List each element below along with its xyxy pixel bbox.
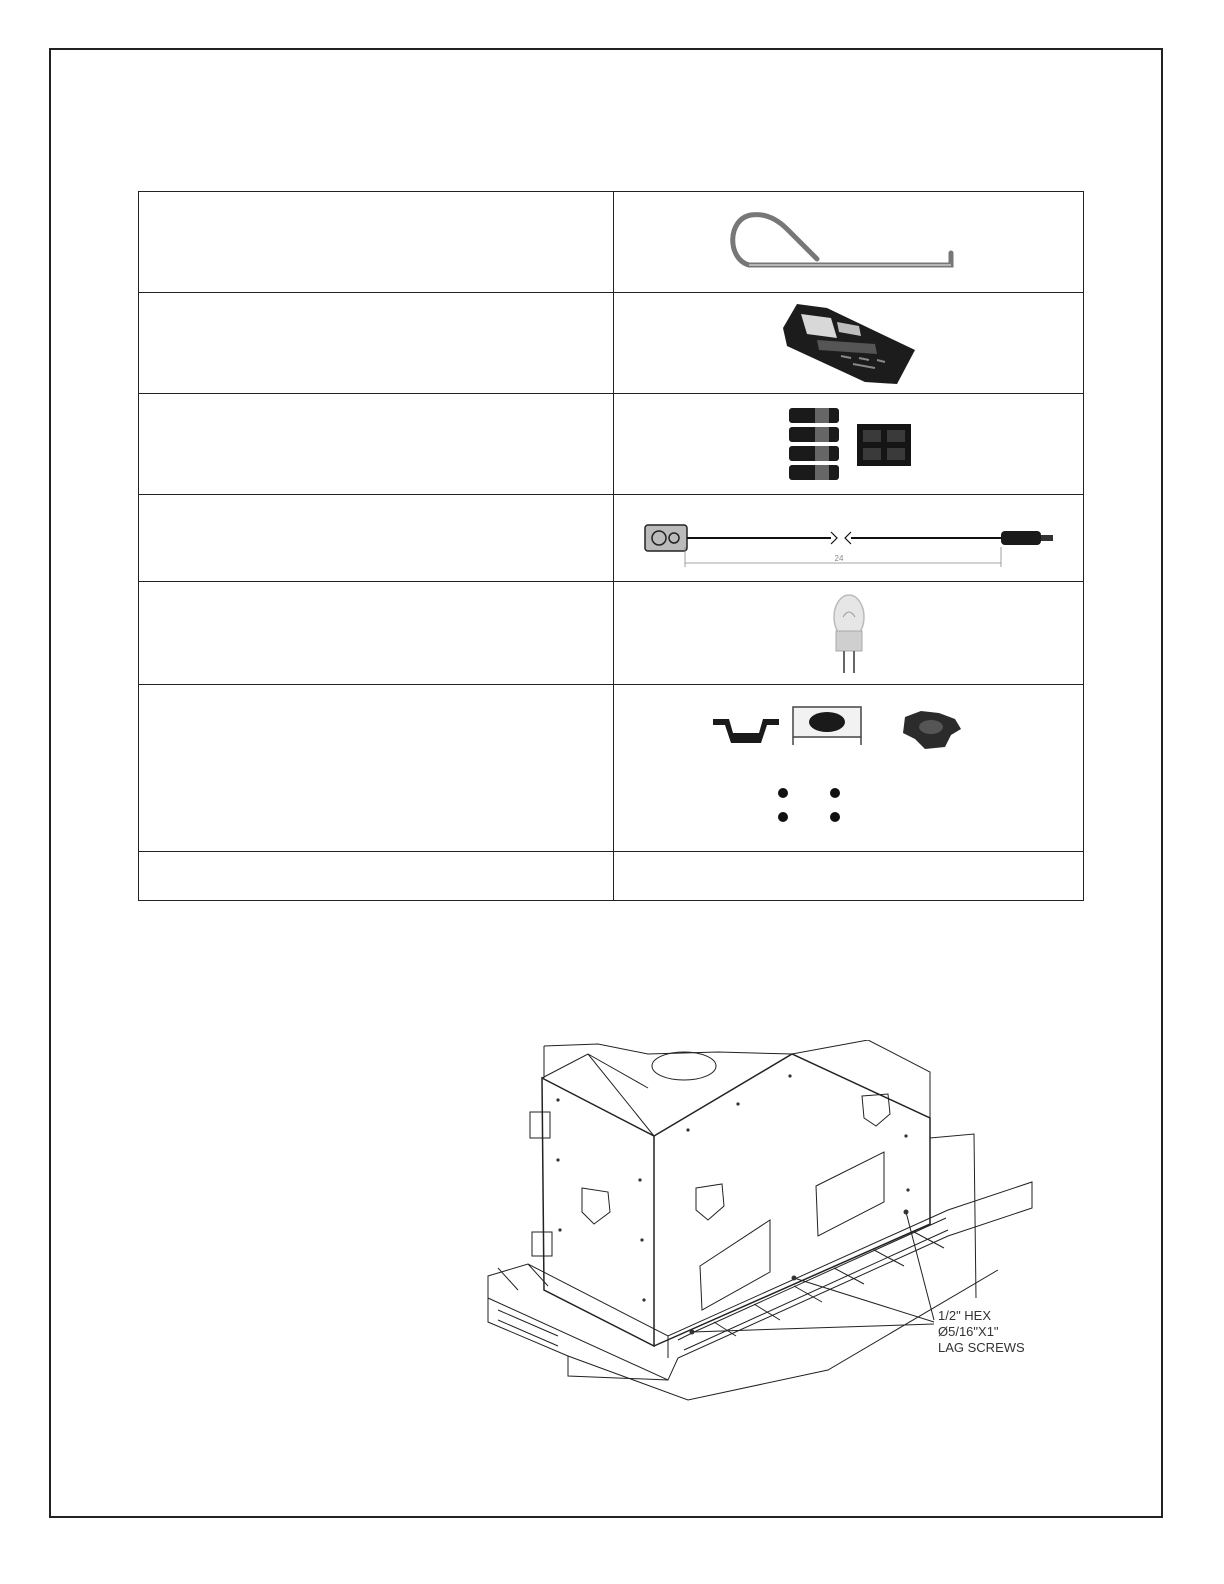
pallet-mounting-diagram <box>478 1040 1038 1402</box>
table-row <box>139 852 1084 901</box>
cable-image <box>639 505 1059 571</box>
part-description-cell <box>139 293 614 394</box>
part-image-cell <box>614 192 1084 293</box>
part-image-cell <box>614 394 1084 495</box>
battery-holder-icon <box>857 424 911 466</box>
table-row <box>139 394 1084 495</box>
callout-line-2: Ø5/16"X1" <box>938 1324 999 1339</box>
part-image-cell <box>614 685 1084 852</box>
cable-length-label: 24 <box>834 554 843 563</box>
mounting-plate-icon <box>793 707 861 745</box>
table-row <box>139 192 1084 293</box>
table-row <box>139 495 1084 582</box>
remote-control-image <box>779 298 919 388</box>
table-row <box>139 582 1084 685</box>
knob-icon <box>903 711 961 749</box>
part-image-cell <box>614 293 1084 394</box>
table-row <box>139 685 1084 852</box>
part-image-cell <box>614 495 1084 582</box>
table-row <box>139 293 1084 394</box>
part-description-cell <box>139 582 614 685</box>
parts-table <box>138 191 1084 901</box>
battery-icon <box>789 408 839 480</box>
bulb-image <box>819 587 879 679</box>
callout-line-3: LAG SCREWS <box>938 1340 1025 1355</box>
part-description-cell <box>139 192 614 293</box>
batteries-and-holder-image <box>779 402 919 486</box>
hardware-kit-image <box>709 703 989 833</box>
part-description-cell <box>139 685 614 852</box>
bracket-icon <box>713 719 779 743</box>
nut-icon <box>778 788 840 822</box>
part-description-cell <box>139 495 614 582</box>
pin-clip-image <box>729 207 969 277</box>
part-image-cell <box>614 582 1084 685</box>
callout-line-1: 1/2" HEX <box>938 1308 992 1323</box>
part-image-cell <box>614 852 1084 901</box>
part-description-cell <box>139 852 614 901</box>
part-description-cell <box>139 394 614 495</box>
